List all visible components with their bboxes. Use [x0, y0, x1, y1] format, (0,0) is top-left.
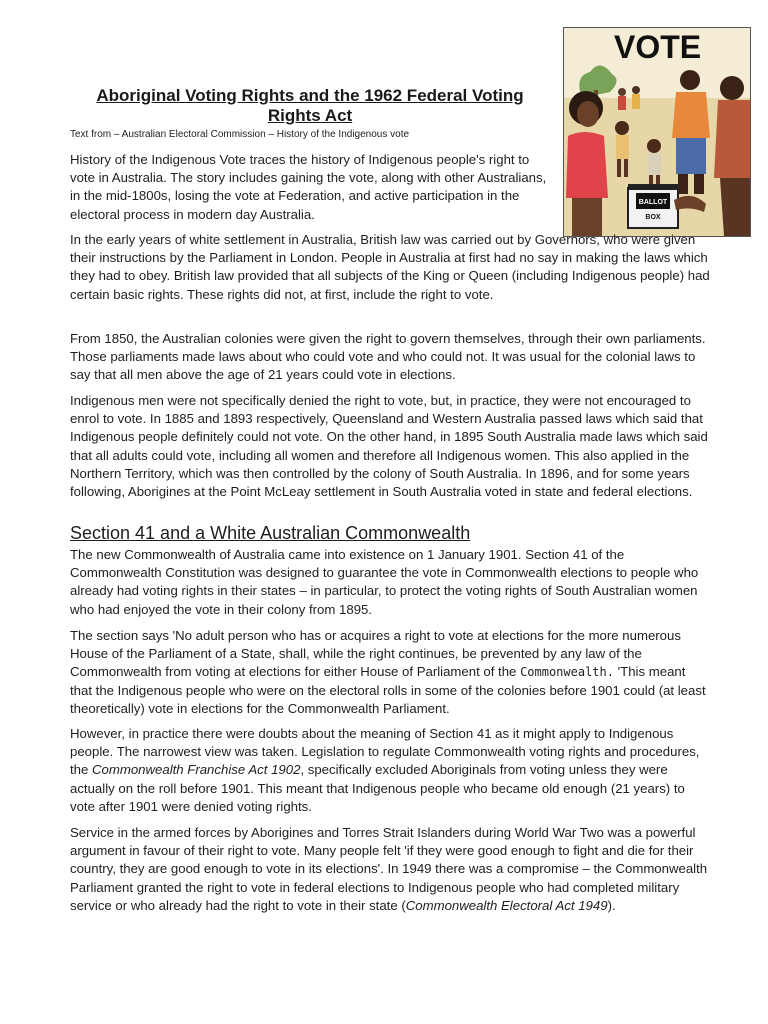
- section-heading: Section 41 and a White Australian Commonwealth: [70, 523, 471, 543]
- paragraph-franchise-act: [70, 725, 710, 816]
- paragraph-early-settlement: In the early years of white settlement in Australia, British law was carried out by Governors, who were given their instructions by the Parliament in London. People in Australia at first had no say in making the laws which they had to obey. British law provided that all subjects of the King or Queen (including Indigenous people) had certain basic rights. These rights did not, at first, include the right to vote.: [70, 232, 710, 302]
- paragraph-section-41-text-b: 'This meant that the Indigenous people who were on the electoral rolls in some of the colonies before 1901 could (at least theoretically) vote in elections for the Commonwealth Parliament.: [70, 664, 706, 716]
- paragraph-section-41-text-a: The section says 'No adult person who has or acquires a right to vote at elections for the more numerous House of the Parliament of a State, shall, while the right continues, be prevented by any law of the Commonwealth from voting at elections for either House of Parliament of the: [70, 628, 681, 680]
- paragraph-section-41-commonwealth: Commonwealth.: [520, 665, 614, 680]
- franchise-act-title: Commonwealth Franchise Act 1902: [92, 762, 301, 778]
- paragraph-indigenous-men: Indigenous men were not specifically denied the right to vote, but, in practice, they were not encouraged to enrol to vote. In 1885 and 1893 respectively, Queensland and Western Australia passed laws which said that Indigenous people definitely could not vote. On the other hand, in 1895 South Australia made laws which said that all adults could vote, including all women and therefore all Indigenous women. This also applied in the Northern Territory, which was then controlled by the colony of South Australia. In 1896, and for some years following, Aborigines at the Point McLeay settlement in South Australia voted in state and federal elections.: [70, 393, 708, 500]
- paragraph-armed-forces: [70, 824, 710, 915]
- document-title: Aboriginal Voting Rights and the 1962 Federal Voting Rights Act: [96, 86, 524, 125]
- poster-heading: VOTE: [614, 29, 702, 65]
- paragraph-armed-forces-text-b: ).: [607, 897, 616, 913]
- vote-poster-illustration: [563, 27, 751, 237]
- paragraph-commonwealth-1901: The new Commonwealth of Australia came into existence on 1 January 1901. Section 41 of the Commonwealth Constitution was designed to guarantee the vote in Commonwealth elections to people who already had voting rights in their states – in particular, to protect the voting rights of South Australian women who had enjoyed the vote in their colony from 1895.: [70, 547, 699, 617]
- paragraph-franchise-act-text-b: , specifically excluded Aboriginals from voting unless they were actually on the roll before 1901. This meant that Indigenous people who became old enough (21 years) to vote after 1901 were denied voting rights.: [70, 762, 685, 814]
- paragraph-intro: History of the Indigenous Vote traces the history of Indigenous people's right to vote in Australia. The story includes gaining the vote, along with other Australians, in the mid-1800s, losing the vote at Federation, and active participation in the electoral process in modern day Australia.: [70, 152, 547, 222]
- ballot-box-label-top: BALLOT: [638, 199, 668, 206]
- electoral-act-title: Commonwealth Electoral Act 1949: [405, 897, 608, 913]
- source-citation: Text from – Australian Electoral Commission – History of the Indigenous vote: [70, 129, 410, 140]
- paragraph-armed-forces-text-a: Service in the armed forces by Aborigines and Torres Strait Islanders during World War Two was a powerful argument in favour of their right to vote. Many people felt 'if they were good enough to fight and die for their country, they are good enough to vote in its elections'. In 1949 there was a compromise – the Commonwealth Parliament granted the right to vote in federal elections to Indigenous people who had completed military service or who already had the right to vote in their state (: [70, 825, 708, 913]
- paragraph-section-41: [70, 627, 710, 718]
- paragraph-franchise-act-text-a: However, in practice there were doubts about the meaning of Section 41 as it might apply to Indigenous people. The narrowest view was taken. Legislation to regulate Commonwealth voting rights and procedures, the: [70, 726, 700, 778]
- ballot-box-label-bottom: BOX: [645, 214, 661, 221]
- paragraph-colonial-parliaments: From 1850, the Australian colonies were given the right to govern themselves, through their own parliaments. Those parliaments made laws about who could vote and who could not. It was usual for the colonial laws to say that all men above the age of 21 years could vote in elections.: [70, 331, 706, 383]
